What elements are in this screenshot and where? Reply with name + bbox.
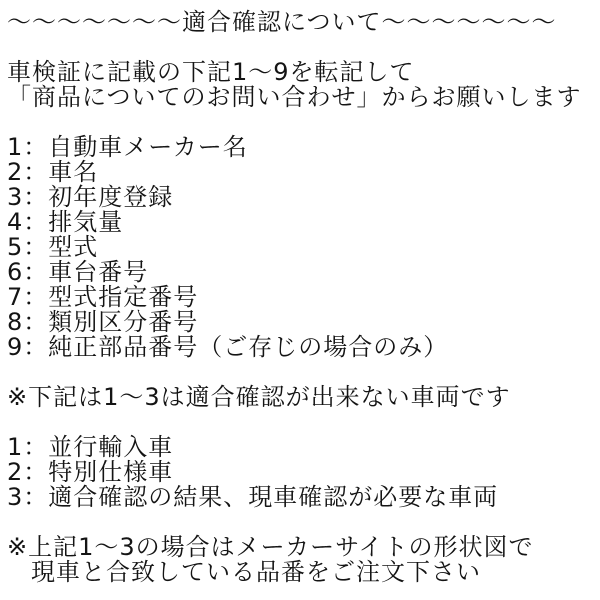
list-item xyxy=(7,460,600,485)
list-item xyxy=(7,435,600,460)
item-number: 1： xyxy=(7,133,49,161)
document-title xyxy=(7,10,600,35)
list-item xyxy=(7,485,600,510)
note-order-line-2: 現車と合致している品番をご注文下さい xyxy=(31,558,481,586)
item-label: 適合確認の結果、現車確認が必要な車両 xyxy=(48,483,499,511)
list-item xyxy=(7,210,600,235)
item-number: 5： xyxy=(7,233,49,261)
item-label: 型式 xyxy=(48,233,99,261)
intro-line-1: 車検証に記載の下記1～9を転記して xyxy=(7,58,415,86)
item-label: 車台番号 xyxy=(48,258,149,286)
item-label: 排気量 xyxy=(48,208,124,236)
list-item xyxy=(7,285,600,310)
intro-section xyxy=(7,60,600,110)
item-number: 9： xyxy=(7,333,49,361)
item-label: 類別区分番号 xyxy=(48,308,199,336)
item-label: 純正部品番号（ご存じの場合のみ） xyxy=(48,333,449,361)
item-label: 特別仕様車 xyxy=(48,458,174,486)
vehicle-info-list xyxy=(7,135,600,360)
unconfirmable-list xyxy=(7,435,600,510)
item-label: 自動車メーカー名 xyxy=(48,133,248,161)
item-label: 並行輸入車 xyxy=(48,433,174,461)
item-label: 型式指定番号 xyxy=(48,283,199,311)
list-item xyxy=(7,135,600,160)
list-item xyxy=(7,235,600,260)
item-number: 4： xyxy=(7,208,49,236)
list-item xyxy=(7,335,600,360)
item-number: 8： xyxy=(7,308,49,336)
intro-line-2: 「商品についてのお問い合わせ」からお願いします xyxy=(7,83,582,111)
item-number: 1： xyxy=(7,433,49,461)
item-number: 2： xyxy=(7,458,49,486)
item-number: 6： xyxy=(7,258,49,286)
item-label: 車名 xyxy=(48,158,99,186)
list-item xyxy=(7,260,600,285)
title-decor-left: ～～～～～～～ xyxy=(7,8,182,36)
note-unconfirmable-section xyxy=(7,385,600,410)
item-label: 初年度登録 xyxy=(48,183,174,211)
note-unconfirmable-text: ※下記は1～3は適合確認が出来ない車両です xyxy=(7,383,511,411)
note-order-line-1: ※上記1～3の場合はメーカーサイトの形状図で xyxy=(7,533,534,561)
list-item xyxy=(7,185,600,210)
note-order-section xyxy=(7,535,600,585)
item-number: 3： xyxy=(7,483,49,511)
item-number: 7： xyxy=(7,283,49,311)
item-number: 3： xyxy=(7,183,49,211)
list-item xyxy=(7,160,600,185)
title-text: 適合確認について xyxy=(182,8,382,36)
list-item xyxy=(7,310,600,335)
title-decor-right: ～～～～～～～ xyxy=(381,8,557,36)
item-number: 2： xyxy=(7,158,49,186)
